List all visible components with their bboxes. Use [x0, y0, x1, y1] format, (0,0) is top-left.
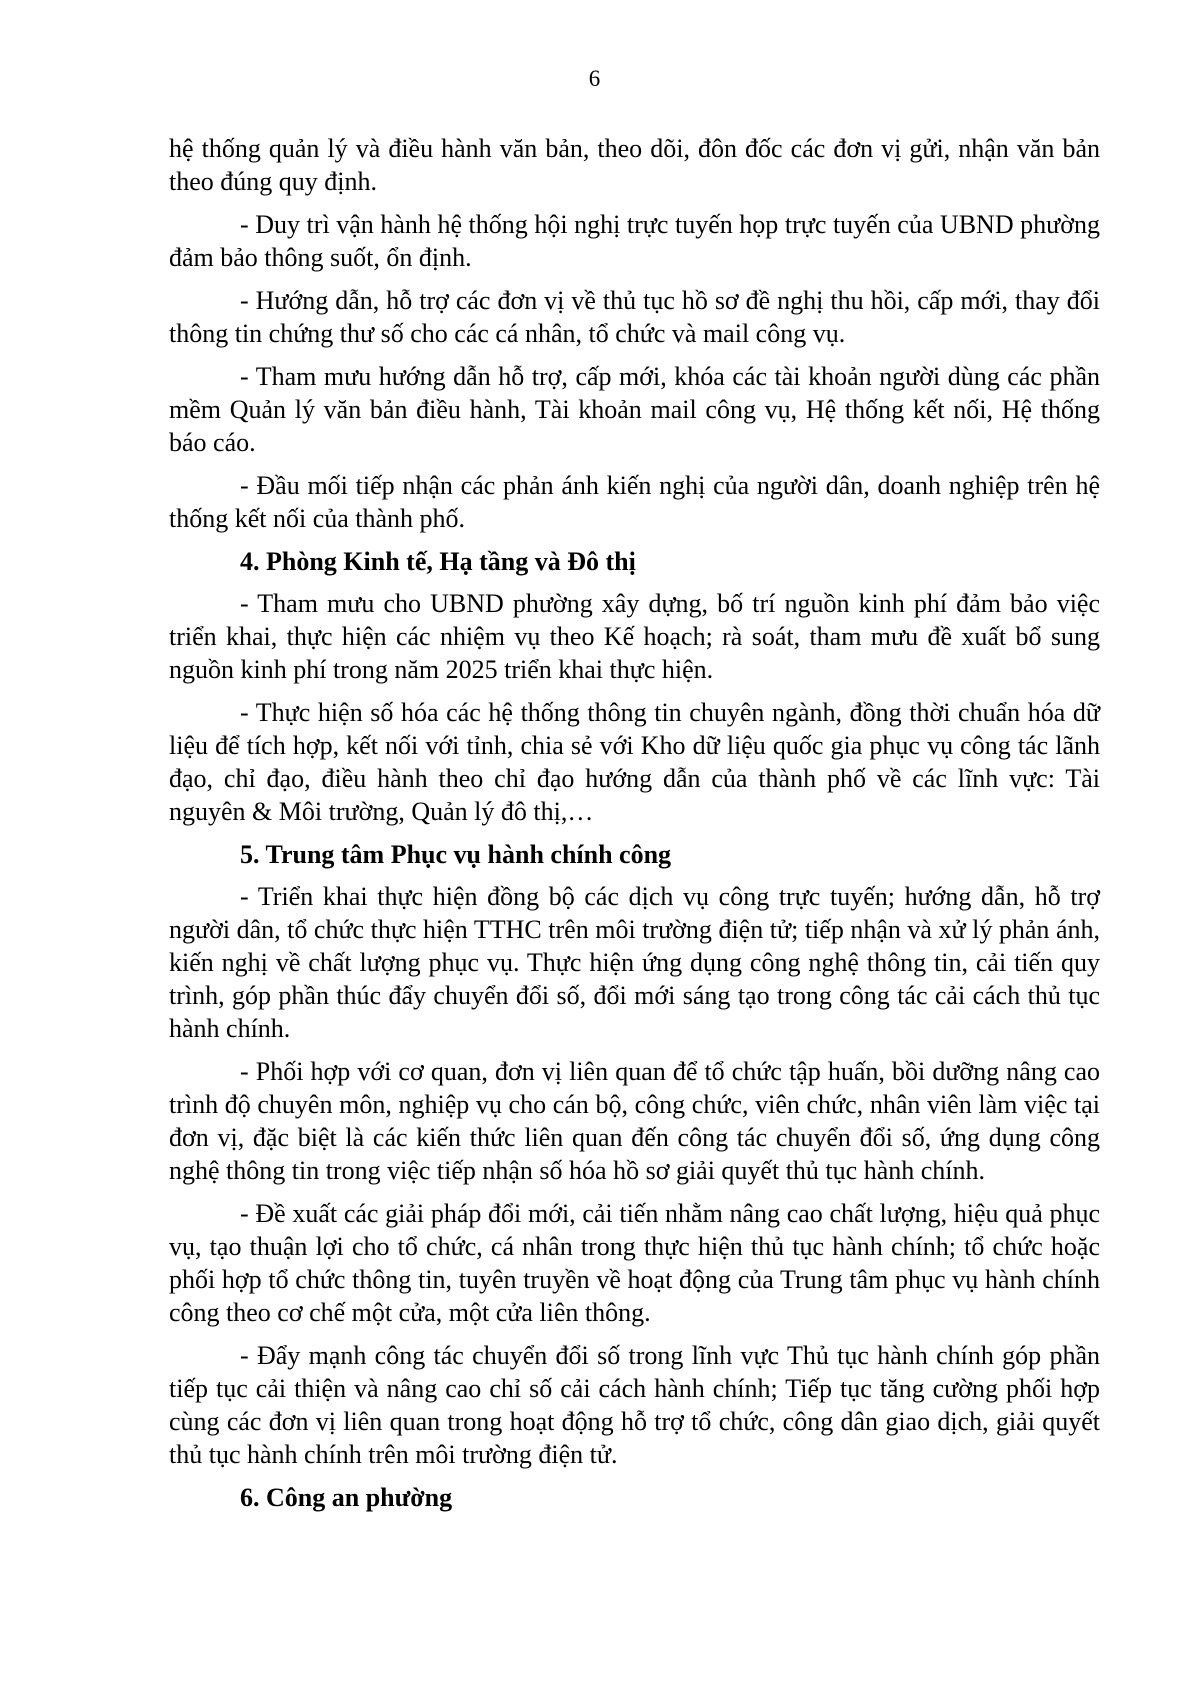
- paragraph-conference-system: - Duy trì vận hành hệ thống hội nghị trực tuyến họp trực tuyến của UBND phường đảm bảo thông suốt, ổn định.: [169, 210, 1100, 272]
- paragraph-digital-transformation: - Đẩy mạnh công tác chuyển đổi số trong lĩnh vực Thủ tục hành chính góp phần tiếp tục cải thiện và nâng cao chỉ số cải cách hành chính; Tiếp tục tăng cường phối hợp cùng các đơn vị liên quan trong hoạt động hỗ trợ tổ chức, công dân giao dịch, giải quyết thủ tục hành chính trên môi trường điện tử.: [169, 1341, 1100, 1469]
- paragraph-digitization: - Thực hiện số hóa các hệ thống thông tin chuyên ngành, đồng thời chuẩn hóa dữ liệu để tích hợp, kết nối với tỉnh, chia sẻ với Kho dữ liệu quốc gia phục vụ công tác lãnh đạo, chỉ đạo, điều hành theo chỉ đạo hướng dẫn của thành phố về các lĩnh vực: Tài nguyên & Môi trường, Quản lý đô thị,…: [169, 698, 1100, 826]
- document-body: [169, 132, 1100, 1523]
- paragraph-user-accounts: - Tham mưu hướng dẫn hỗ trợ, cấp mới, khóa các tài khoản người dùng các phần mềm Quản lý văn bản điều hành, Tài khoản mail công vụ, Hệ thống kết nối, Hệ thống báo cáo.: [169, 362, 1100, 457]
- paragraph-continued: hệ thống quản lý và điều hành văn bản, theo dõi, đôn đốc các đơn vị gửi, nhận văn bản theo đúng quy định.: [169, 134, 1100, 196]
- page-number: 6: [588, 66, 601, 91]
- paragraph-innovation: - Đề xuất các giải pháp đổi mới, cải tiến nhằm nâng cao chất lượng, hiệu quả phục vụ, tạo thuận lợi cho tổ chức, cá nhân trong thực hiện thủ tục hành chính; tổ chức hoặc phối hợp tổ chức thông tin, tuyên truyền về hoạt động của Trung tâm phục vụ hành chính công theo cơ chế một cửa, một cửa liên thông.: [169, 1199, 1100, 1327]
- paragraph-online-services: - Triển khai thực hiện đồng bộ các dịch vụ công trực tuyến; hướng dẫn, hỗ trợ người dân, tổ chức thực hiện TTHC trên môi trường điện tử; tiếp nhận và xử lý phản ánh, kiến nghị về chất lượng phục vụ. Thực hiện ứng dụng công nghệ thông tin, cải tiến quy trình, góp phần thúc đẩy chuyển đổi số, đổi mới sáng tạo trong công tác cải cách thủ tục hành chính.: [169, 882, 1100, 1043]
- paragraph-training: - Phối hợp với cơ quan, đơn vị liên quan để tổ chức tập huấn, bồi dưỡng nâng cao trình độ chuyên môn, nghiệp vụ cho cán bộ, công chức, viên chức, nhân viên làm việc tại đơn vị, đặc biệt là các kiến thức liên quan đến công tác chuyển đổi số, ứng dụng công nghệ thông tin trong việc tiếp nhận số hóa hồ sơ giải quyết thủ tục hành chính.: [169, 1057, 1100, 1185]
- paragraph-digital-certificate: - Hướng dẫn, hỗ trợ các đơn vị về thủ tục hồ sơ đề nghị thu hồi, cấp mới, thay đổi thông tin chứng thư số cho các cá nhân, tổ chức và mail công vụ.: [169, 286, 1100, 348]
- section-heading-4: 4. Phòng Kinh tế, Hạ tầng và Đô thị: [240, 547, 636, 576]
- paragraph-funding: - Tham mưu cho UBND phường xây dựng, bố trí nguồn kinh phí đảm bảo việc triển khai, thực hiện các nhiệm vụ theo Kế hoạch; rà soát, tham mưu đề xuất bổ sung nguồn kinh phí trong năm 2025 triển khai thực hiện.: [169, 589, 1100, 684]
- section-heading-5: 5. Trung tâm Phục vụ hành chính công: [240, 840, 672, 869]
- section-heading-6: 6. Công an phường: [240, 1483, 453, 1512]
- paragraph-citizen-feedback: - Đầu mối tiếp nhận các phản ánh kiến nghị của người dân, doanh nghiệp trên hệ thống kết nối của thành phố.: [169, 471, 1100, 533]
